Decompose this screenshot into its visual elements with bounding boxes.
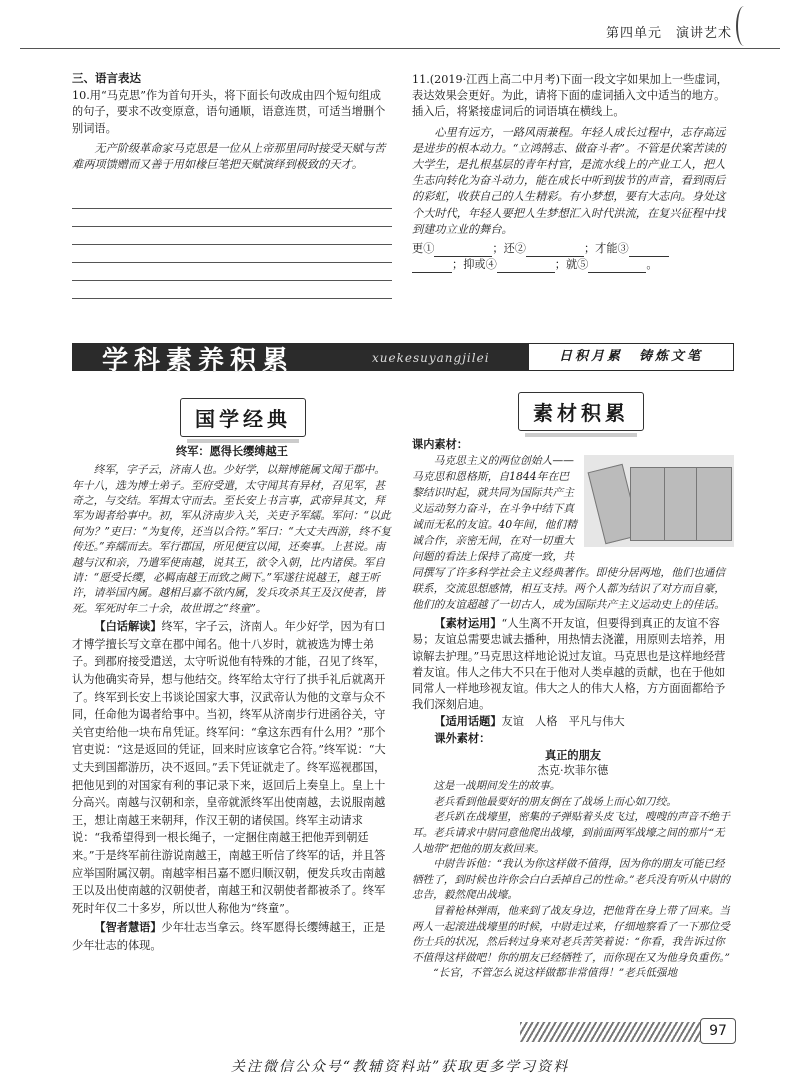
blank-label-4: ；抑或④ [452,258,497,272]
classic-original: 终军，字子云，济南人也。少好学，以辩博能属文闻于郡中。年十八，选为博士弟子。至府受遣，太守闻其有异材，召见军，甚奇之，与交结。军揖太守而去。至长安上书言事，武帝异其文，拜军为谒者给事中。初，军从济南步入关，关吏予军繻。军问：“以此何为？”吏曰：“为复传，还当以合符。”军曰：“大丈夫西游，终不复传还。”弃繻而去。军行郡国，所见便宜以闻，还奏事。上甚说。南越与汉和亲，乃遣军使南越，说其王，欲令入朝，比内诸侯。军自请：“愿受长缨，必羁南越王而致之阙下。”军遂往说越王，越王听许，请举国内属。越相吕嘉不欲内属，发兵攻杀其王及汉使者，皆死。军死时年二十余，故世谓之“终童”。 [72,463,391,615]
blank-3[interactable] [629,243,669,257]
answer-line[interactable] [72,263,392,281]
classic-explanation [72,618,392,917]
answer-line[interactable] [72,191,392,209]
answer-line[interactable] [72,227,392,245]
wisdom-label: 【智者慧语】 [94,920,162,935]
story-author: 杰克·坎菲尔德 [537,764,609,778]
classic-wisdom [72,919,392,954]
blank-4[interactable] [497,259,555,273]
unit-title: 第四单元 演讲艺术 [605,26,732,41]
question-11-passage: 心里有远方，一路风雨兼程。年轻人成长过程中，志存高远是进步的根本动力。“立鸿鹄志、做奋斗者”。不管是伏案苦读的大学生，是扎根基层的青年村官，是流水线上的产业工人，把人生志向转化为奋斗动力，能在成长中听到拔节的声音，看到雨后的彩虹，收获自己的人生精彩。有小梦想，要有大志向。身处这个大时代，年轻人要把人生梦想汇入时代洪流，在复兴征程中找到建功立业的舞台。 [412,125,726,236]
topic-text: 友谊 人格 平凡与伟大 [501,715,625,729]
footer-note: 关注微信公众号“教辅资料站”获取更多学习资料 [230,1059,570,1075]
section-banner [72,343,734,376]
question-11-block [412,72,734,273]
question-11: 11.(2019·江西上高二中月考)下面一段文字如果加上一些虚词，表达效果会更好。为此，请将下面的虚词插入文中适当的地方。插入后，将紧接虚词后的词语填在横线上。 [412,73,728,119]
story-paragraph: 冒着枪林弹雨，他来到了战友身边，把他背在身上带了回来。当两人一起滚进战壕里的时候，中尉走过来，仔细地察看了一下那位受伤士兵的状况，然后转过身来对老兵苦笑着说：“你看，我告诉过你不值得这样做吧！你的朋友已经牺牲了，而你现在又为他身负重伤。” [412,904,730,964]
banner-slogan: 日积月累 铸炼文笔 [528,343,734,371]
page-number: 97 [700,1018,736,1044]
fill-end: 。 [646,258,658,272]
answer-line[interactable] [72,245,392,263]
language-section [72,70,392,299]
story-paragraph: 老兵趴在战壕里，密集的子弹贴着头皮飞过，嗖嗖的声音不绝于耳。老兵请求中尉同意他爬出战壕，到前面两军战壕之间的那片“无人地带”把他的朋友救回来。 [412,811,730,855]
material-topic [412,713,734,730]
story-paragraph: “长官，不管怎么说这样做都非常值得！”老兵低强地 [433,967,678,980]
blank-label-1: 更① [412,242,435,256]
outclass-label: 课外素材： [434,731,491,745]
blank-label-2: ；还② [492,242,526,256]
use-label: 【素材运用】 [434,616,502,631]
footer-stripes [520,1022,700,1042]
fill-blanks [412,241,734,273]
blank-3-cont[interactable] [412,259,452,273]
section-heading: 三、语言表达 [72,71,141,85]
blank-5[interactable] [588,259,646,273]
page-curl-decoration [736,6,752,46]
use-text: “人生离不开友谊，但要得到真正的友谊不容易；友谊总需要忠诚去播种，用热情去浇灌，用原则去培养，用谅解去护理。”马克思这样地论说过友谊。马克思也是这样地经营着友谊。伟人之伟大不只在于他对人类卓越的贡献，也在于他如同常人一样地珍视友谊。伟大之人的伟大人格，方方面面都给予我们深刻启迪。 [412,617,726,712]
explain-label: 【白话解读】 [94,619,162,634]
material-box-title: 素材积累 [518,392,644,431]
blank-label-3: ；才能③ [583,242,629,256]
classic-section [72,444,392,955]
blank-label-5: ；就⑤ [554,258,589,272]
story-title: 真正的朋友 [545,747,601,762]
book-image [696,467,732,541]
material-use [412,615,734,713]
story-paragraph: 这是一战期间发生的故事。 [433,780,561,793]
books-photo [584,455,734,547]
inclass-label: 课内素材： [412,438,468,451]
book-image [664,467,700,541]
question-10: 10.用“马克思”作为首句开头，将下面长句改成由四个短句组成的句子，要求不改变原意，语句通顺，语意连贯，可适当增删个别词语。 [72,89,386,135]
story-paragraph: 老兵看到他最要好的朋友倒在了战场上而心如刀绞。 [433,795,677,808]
question-10-passage: 无产阶级革命家马克思是一位从上帝那里同时接受天赋与苦难两项馈赠而又善于用如椽巨笔把天赋演绎到极致的天才。 [72,141,386,172]
classic-box-title: 国学经典 [180,398,306,437]
material-section [412,437,734,982]
answer-line[interactable] [72,209,392,227]
story-body [412,779,734,982]
classic-title: 终军：愿得长缨缚越王 [176,445,288,458]
answer-line[interactable] [72,281,392,299]
inclass-text: 马克思主义的两位创始人——马克思和恩格斯，自1844年在巴黎结识时起，就共同为国际共产主义运动努力奋斗，在斗争中结下真诚而无私的友谊。40年间，他们精诚合作，亲密无间，在对一切重大问题的看法上保持了高度一致，共同撰写了许多科学社会主义经典著作。即使分居两地，他们也通信联系，交流思想感情，相互支持。两个人都为结识了对方而自豪，他们的友谊超越了一切古人，成为国际共产主义运动史上的佳话。 [412,454,726,612]
blank-2[interactable] [526,243,584,257]
topic-label: 【适用话题】 [434,714,502,729]
book-image [630,467,666,541]
blank-1[interactable] [434,243,492,257]
answer-lines[interactable] [72,191,392,299]
banner-pinyin: xuekesuyangjilei [372,351,490,365]
story-paragraph: 中尉告诉他：“我认为你这样做不值得，因为你的朋友可能已经牺牲了，到时候也许你会白白丢掉自己的性命。”老兵没有听从中尉的忠告，毅然爬出战壕。 [412,858,730,902]
wisdom-text: 少年壮志当拿云。终军愿得长缨缚越王，正是少年壮志的体现。 [72,921,386,952]
page-header [20,0,780,49]
banner-title: 学科素养积累 [102,346,295,376]
explain-text: 终军，字子云，济南人。年少好学，因为有口才博学擅长写文章在郡中闻名。他十八岁时，就被选为博士弟子。到郡府接受遣送，太守听说他有特殊的才能，召见了终军，认为他确实奇异，想与他结交。终军给太守行了拱手礼后就离开了。终军到长安上书谈论国家大事，汉武帝认为他的文章与众不同，任命他为谒者给事中。当初，终军从济南步行进函谷关，守关官吏给他一块布帛凭证。终军问：“拿这东西有什么用？”那个官吏说：“这是返回的凭证，回来时应该拿它合符。”终军说：“大丈夫到国都游历，决不返回。”丢下凭证就走了。终军巡视郡国，把他见到的对国家有利的事记录下来，返回后上奏皇上。皇上十分高兴。南越与汉朝和亲，皇帝就派终军出使南越，去说服南越王，想让南越王来朝拜，作汉王朝的诸侯国。终军主动请求说：“我希望得到一根长绳子，一定捆住南越王把他弄到朝廷来。”于是终军前往游说南越王，南越王听信了终军的话，并且答应举国附属汉朝。南越宰相吕嘉不愿归顺汉朝，便发兵攻击南越王以及出使南越的汉朝使者，南越王和汉朝使者都被杀了。终军死时年仅二十多岁，所以世人称他为“终童”。 [72,620,386,915]
